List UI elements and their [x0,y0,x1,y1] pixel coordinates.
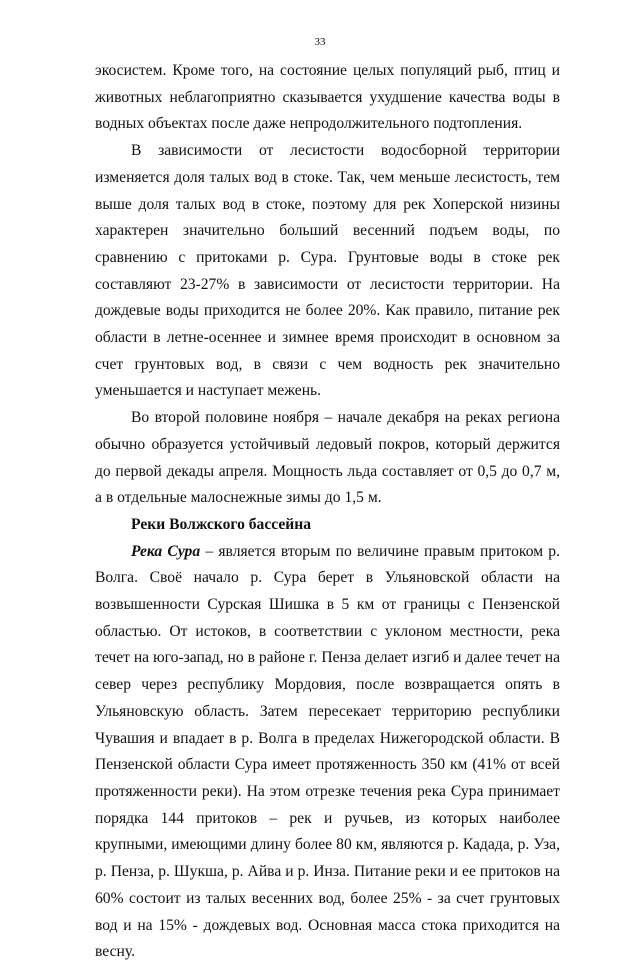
river-description: – является вторым по величине правым притоком р. Волга. Своё начало р. Сура берет в Ульяновской области на возвышенности Сурская Шишка в 5 км от границы с Пензенской областью. От истоков, в соответствии с уклоном местности, река течет на юго-запад, но в районе г. Пенза делает изгиб и далее течет на север через республику Мордовия, после возвращается опять в Ульяновскую область. Затем пересекает территорию республики Чувашия и впадает в р. Волга в пределах Нижегородской области. В Пензенской области Сура имеет протяженность 350 км (41% от всей протяженности реки). На этом отрезке течения река Сура принимает порядка 144 притоков – рек и ручьев, из которых наиболее крупными, имеющими длину более 80 км, являются р. Кадада, р. Уза, р. Пенза, р. Шукша, р. Айва и р. Инза. Питание реки и ее притоков на 60% состоит из талых весенних вод, более 25% - за счет грунтовых вод и на 15% - дождевых вод. Основная масса стока приходится на весну. [95,542,560,961]
paragraph-ecosystems: экосистем. Кроме того, на состояние целых популяций рыб, птиц и животных неблагоприятно сказывается ухудшение качества воды в водных объектах после даже непродолжительного подтопления. [95,62,560,133]
paragraph-sura-river [95,539,560,966]
river-term: Река Сура [131,542,201,560]
section-heading: Реки Волжского бассейна [131,515,312,533]
page-content [95,58,560,966]
page-number: 33 [314,36,326,48]
paragraph-ice-cover: Во второй половине ноября – начале декабря на реках региона обычно образуется устойчивый ледовый покров, который держится до первой декады апреля. Мощность льда составляет от 0,5 до 0,7 м, а в отдельные малоснежные зимы до 1,5 м. [95,409,560,507]
paragraph-meltwater: В зависимости от лесистости водосборной территории изменяется доля талых вод в стоке. Так, чем меньше лесистость, тем выше доля талых вод в стоке, поэтому для рек Хоперской низины характерен значительно больший весенний подъем воды, по сравнению с притоками р. Сура. Грунтовые воды в стоке рек составляют 23-27% в зависимости от лесистости территории. На дождевые воды приходится не более 20%. Как правило, питание рек области в летне-осеннее и зимнее время происходит в основном за счет грунтовых вод, в связи с чем водность рек значительно уменьшается и наступает межень. [95,142,560,400]
